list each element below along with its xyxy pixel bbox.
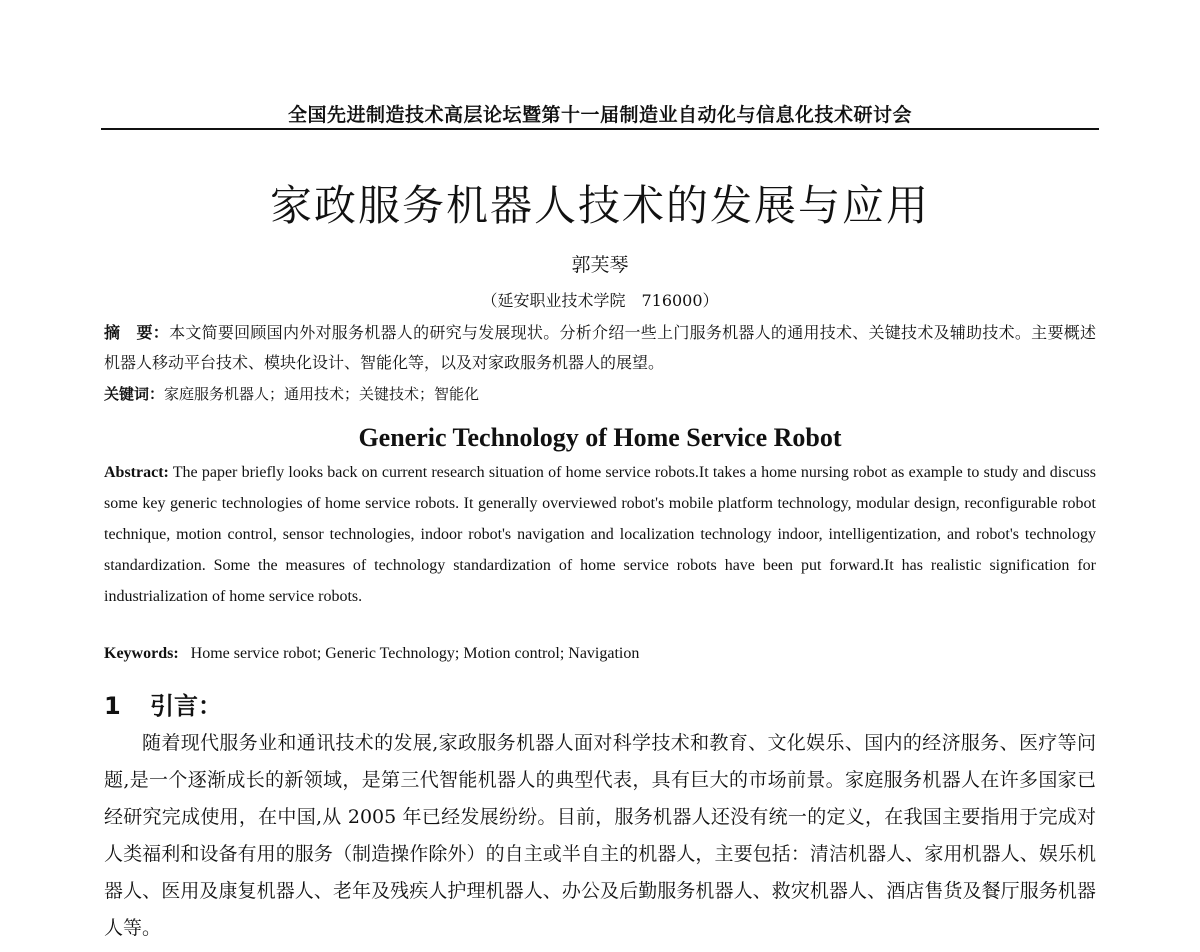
english-keywords [104,640,1096,668]
en-abstract-label: Abstract: [104,464,169,481]
paper-title: 家政服务机器人技术的发展与应用 [269,181,930,230]
cn-abstract-text: 本文简要回顾国内外对服务机器人的研究与发展现状。分析介绍一些上门服务机器人的通用技术、关键技术及辅助技术。主要概述机器人移动平台技术、模块化设计、智能化等，以及对家政服务机器人的展望。 [104,323,1096,372]
section-title: 引言： [150,692,222,720]
en-keywords-text: Home service robot; Generic Technology; Motion control; Navigation [190,645,640,662]
cn-abstract [104,318,1096,378]
en-abstract-text: The paper briefly looks back on current research situation of home service robots.It takes a home nursing robot as example to study and discuss some key generic technologies of home service robots. It generally overviewed robot's mobile platform technology, modular design, reconfigurable robot technique, motion control, sensor technologies, indoor robot's navigation and localization technology indoor, intelligentization, and robot's technology standardization. Some the measures of technology standardization of home service robots have been put forward.It has realistic signification for industrialization of home service robots. [104,464,1096,605]
english-title: Generic Technology of Home Service Robot [358,423,842,452]
section-heading [104,686,222,721]
cn-keywords-label: 关键词： [104,385,165,403]
section-number: 1 [104,692,121,720]
english-abstract [104,457,1096,612]
conference-header: 全国先进制造技术高层论坛暨第十一届制造业自动化与信息化技术研讨会 [287,104,912,126]
cn-keywords [104,379,1096,409]
cn-abstract-label: 摘 要： [104,323,170,342]
en-keywords-label: Keywords: [104,645,179,662]
intro-paragraph: 随着现代服务业和通讯技术的发展,家政服务机器人面对科学技术和教育、文化娱乐、国内的经济服务、医疗等问题,是一个逐渐成长的新领域，是第三代智能机器人的典型代表，具有巨大的市场前景。家庭服务机器人在许多国家已经研究完成使用，在中国,从 2005 年已经发展纷纷。目前，服务机器人还没有统一的定义，在我国主要指用于完成对人类福利和设备有用的服务（制造操作除外）的自主或半自主的机器人，主要包括：清洁机器人、家用机器人、娱乐机器人、医用及康复机器人、老年及残疾人护理机器人、办公及后勤服务机器人、救灾机器人、酒店售货及餐厅服务机器人等。 [104,732,1096,939]
author-name: 郭芙琴 [571,254,629,276]
cn-keywords-text: 家庭服务机器人；通用技术；关键技术；智能化 [164,385,480,403]
author-affiliation: （延安职业技术学院 716000） [481,291,719,310]
header-rule [101,128,1099,130]
